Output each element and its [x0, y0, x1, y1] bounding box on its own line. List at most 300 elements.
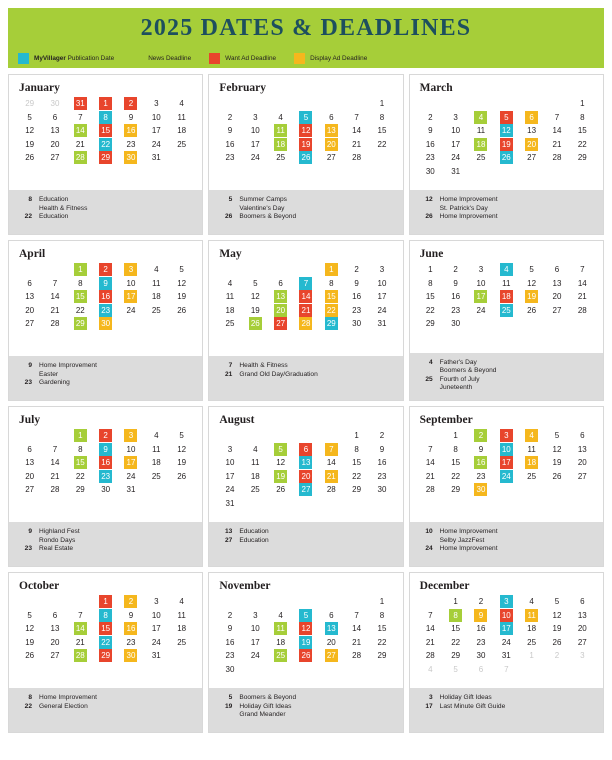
calendar-day-cell[interactable] — [118, 138, 143, 152]
calendar-day-cell[interactable] — [169, 304, 194, 318]
calendar-day-cell[interactable] — [544, 456, 569, 470]
calendar-day-cell[interactable] — [418, 622, 443, 636]
calendar-day-cell[interactable] — [443, 470, 468, 484]
calendar-day-cell[interactable] — [319, 470, 344, 484]
calendar-day-cell[interactable] — [118, 636, 143, 650]
calendar-day-cell[interactable] — [369, 609, 394, 623]
calendar-day-cell[interactable] — [243, 622, 268, 636]
calendar-day-cell[interactable] — [217, 304, 242, 318]
calendar-day-cell[interactable] — [144, 263, 169, 277]
calendar-day-cell[interactable] — [68, 649, 93, 663]
calendar-day-cell[interactable] — [494, 609, 519, 623]
calendar-day-cell[interactable] — [243, 456, 268, 470]
calendar-day-cell[interactable] — [17, 124, 42, 138]
calendar-day-cell[interactable] — [418, 443, 443, 457]
calendar-day-cell[interactable] — [319, 443, 344, 457]
calendar-day-cell[interactable] — [570, 456, 595, 470]
calendar-day-cell[interactable] — [319, 609, 344, 623]
calendar-day-cell[interactable] — [293, 483, 318, 497]
calendar-day-cell[interactable] — [268, 443, 293, 457]
calendar-day-cell[interactable] — [494, 456, 519, 470]
calendar-day-cell[interactable] — [68, 317, 93, 331]
calendar-day-cell[interactable] — [118, 609, 143, 623]
calendar-day-cell[interactable] — [544, 429, 569, 443]
calendar-day-cell[interactable] — [42, 456, 67, 470]
calendar-day-cell[interactable] — [144, 111, 169, 125]
calendar-day-cell[interactable] — [494, 290, 519, 304]
calendar-day-cell[interactable] — [93, 290, 118, 304]
calendar-day-cell[interactable] — [217, 317, 242, 331]
calendar-day-cell[interactable] — [369, 622, 394, 636]
calendar-day-cell[interactable] — [468, 595, 493, 609]
calendar-day-cell[interactable] — [319, 290, 344, 304]
calendar-day-cell[interactable] — [243, 124, 268, 138]
calendar-day-cell[interactable] — [293, 138, 318, 152]
calendar-day-cell[interactable] — [544, 304, 569, 318]
calendar-day-cell[interactable] — [519, 470, 544, 484]
calendar-day-cell[interactable] — [68, 290, 93, 304]
calendar-day-cell[interactable] — [268, 304, 293, 318]
calendar-day-cell[interactable] — [217, 124, 242, 138]
calendar-day-cell[interactable] — [494, 470, 519, 484]
calendar-day-cell[interactable] — [68, 138, 93, 152]
calendar-day-cell[interactable] — [319, 263, 344, 277]
calendar-day-cell[interactable] — [418, 483, 443, 497]
calendar-day-cell[interactable] — [319, 277, 344, 291]
calendar-day-cell[interactable] — [243, 151, 268, 165]
calendar-day-cell[interactable] — [570, 290, 595, 304]
calendar-day-cell[interactable] — [418, 151, 443, 165]
calendar-day-cell[interactable] — [293, 470, 318, 484]
calendar-day-cell[interactable] — [169, 290, 194, 304]
calendar-day-cell[interactable] — [93, 138, 118, 152]
calendar-day-cell[interactable] — [118, 277, 143, 291]
calendar-day-cell[interactable] — [344, 151, 369, 165]
calendar-day-cell[interactable] — [344, 277, 369, 291]
calendar-day-cell[interactable] — [144, 151, 169, 165]
calendar-day-cell[interactable] — [443, 595, 468, 609]
calendar-day-cell[interactable] — [494, 595, 519, 609]
calendar-day-cell[interactable] — [319, 636, 344, 650]
calendar-day-cell[interactable] — [268, 277, 293, 291]
calendar-day-cell[interactable] — [17, 609, 42, 623]
calendar-day-cell[interactable] — [293, 317, 318, 331]
calendar-day-cell[interactable] — [144, 649, 169, 663]
calendar-day-cell[interactable] — [169, 111, 194, 125]
calendar-day-cell[interactable] — [418, 609, 443, 623]
calendar-day-cell[interactable] — [319, 649, 344, 663]
calendar-day-cell[interactable] — [570, 263, 595, 277]
calendar-day-cell[interactable] — [144, 304, 169, 318]
calendar-day-cell[interactable] — [319, 124, 344, 138]
calendar-day-cell[interactable] — [217, 290, 242, 304]
calendar-day-cell[interactable] — [217, 443, 242, 457]
calendar-day-cell[interactable] — [570, 277, 595, 291]
calendar-day-cell[interactable] — [468, 151, 493, 165]
calendar-day-cell[interactable] — [144, 290, 169, 304]
calendar-day-cell[interactable] — [443, 609, 468, 623]
calendar-day-cell[interactable] — [443, 636, 468, 650]
calendar-day-cell[interactable] — [544, 609, 569, 623]
calendar-day-cell[interactable] — [570, 636, 595, 650]
calendar-day-cell[interactable] — [369, 636, 394, 650]
calendar-day-cell[interactable] — [217, 483, 242, 497]
calendar-day-cell[interactable] — [570, 97, 595, 111]
calendar-day-cell[interactable] — [544, 622, 569, 636]
calendar-day-cell[interactable] — [468, 456, 493, 470]
calendar-day-cell[interactable] — [468, 304, 493, 318]
calendar-day-cell[interactable] — [68, 97, 93, 111]
calendar-day-cell[interactable] — [93, 609, 118, 623]
calendar-day-cell[interactable] — [443, 456, 468, 470]
calendar-day-cell[interactable] — [519, 124, 544, 138]
calendar-day-cell[interactable] — [17, 97, 42, 111]
calendar-day-cell[interactable] — [570, 595, 595, 609]
calendar-day-cell[interactable] — [93, 151, 118, 165]
calendar-day-cell[interactable] — [344, 317, 369, 331]
calendar-day-cell[interactable] — [369, 277, 394, 291]
calendar-day-cell[interactable] — [42, 443, 67, 457]
calendar-day-cell[interactable] — [344, 111, 369, 125]
calendar-day-cell[interactable] — [468, 290, 493, 304]
calendar-day-cell[interactable] — [519, 263, 544, 277]
calendar-day-cell[interactable] — [344, 429, 369, 443]
calendar-day-cell[interactable] — [293, 622, 318, 636]
calendar-day-cell[interactable] — [293, 443, 318, 457]
calendar-day-cell[interactable] — [468, 263, 493, 277]
calendar-day-cell[interactable] — [468, 609, 493, 623]
calendar-day-cell[interactable] — [293, 151, 318, 165]
calendar-day-cell[interactable] — [68, 609, 93, 623]
calendar-day-cell[interactable] — [93, 97, 118, 111]
calendar-day-cell[interactable] — [519, 443, 544, 457]
calendar-day-cell[interactable] — [217, 636, 242, 650]
calendar-day-cell[interactable] — [319, 456, 344, 470]
calendar-day-cell[interactable] — [118, 595, 143, 609]
calendar-day-cell[interactable] — [118, 151, 143, 165]
calendar-day-cell[interactable] — [42, 290, 67, 304]
calendar-day-cell[interactable] — [544, 124, 569, 138]
calendar-day-cell[interactable] — [93, 124, 118, 138]
calendar-day-cell[interactable] — [268, 483, 293, 497]
calendar-day-cell[interactable] — [243, 304, 268, 318]
calendar-day-cell[interactable] — [293, 649, 318, 663]
calendar-day-cell[interactable] — [118, 429, 143, 443]
calendar-day-cell[interactable] — [217, 111, 242, 125]
calendar-day-cell[interactable] — [243, 470, 268, 484]
calendar-day-cell[interactable] — [468, 663, 493, 677]
calendar-day-cell[interactable] — [369, 429, 394, 443]
calendar-day-cell[interactable] — [570, 304, 595, 318]
calendar-day-cell[interactable] — [42, 483, 67, 497]
calendar-day-cell[interactable] — [570, 609, 595, 623]
calendar-day-cell[interactable] — [544, 470, 569, 484]
calendar-day-cell[interactable] — [519, 111, 544, 125]
calendar-day-cell[interactable] — [144, 97, 169, 111]
calendar-day-cell[interactable] — [268, 124, 293, 138]
calendar-day-cell[interactable] — [443, 649, 468, 663]
calendar-day-cell[interactable] — [118, 470, 143, 484]
calendar-day-cell[interactable] — [42, 622, 67, 636]
calendar-day-cell[interactable] — [17, 649, 42, 663]
calendar-day-cell[interactable] — [344, 483, 369, 497]
calendar-day-cell[interactable] — [17, 277, 42, 291]
calendar-day-cell[interactable] — [293, 111, 318, 125]
calendar-day-cell[interactable] — [519, 622, 544, 636]
calendar-day-cell[interactable] — [519, 277, 544, 291]
calendar-day-cell[interactable] — [369, 138, 394, 152]
calendar-day-cell[interactable] — [68, 124, 93, 138]
calendar-day-cell[interactable] — [468, 622, 493, 636]
calendar-day-cell[interactable] — [118, 456, 143, 470]
calendar-day-cell[interactable] — [418, 663, 443, 677]
calendar-day-cell[interactable] — [169, 97, 194, 111]
calendar-day-cell[interactable] — [93, 649, 118, 663]
calendar-day-cell[interactable] — [369, 290, 394, 304]
calendar-day-cell[interactable] — [544, 151, 569, 165]
calendar-day-cell[interactable] — [570, 649, 595, 663]
calendar-day-cell[interactable] — [418, 649, 443, 663]
calendar-day-cell[interactable] — [293, 290, 318, 304]
calendar-day-cell[interactable] — [418, 111, 443, 125]
calendar-day-cell[interactable] — [494, 304, 519, 318]
calendar-day-cell[interactable] — [544, 649, 569, 663]
calendar-day-cell[interactable] — [243, 483, 268, 497]
calendar-day-cell[interactable] — [443, 317, 468, 331]
calendar-day-cell[interactable] — [118, 649, 143, 663]
calendar-day-cell[interactable] — [68, 636, 93, 650]
calendar-day-cell[interactable] — [144, 124, 169, 138]
calendar-day-cell[interactable] — [144, 609, 169, 623]
calendar-day-cell[interactable] — [118, 124, 143, 138]
calendar-day-cell[interactable] — [468, 124, 493, 138]
calendar-day-cell[interactable] — [169, 138, 194, 152]
calendar-day-cell[interactable] — [217, 649, 242, 663]
calendar-day-cell[interactable] — [369, 649, 394, 663]
calendar-day-cell[interactable] — [418, 138, 443, 152]
calendar-day-cell[interactable] — [494, 663, 519, 677]
calendar-day-cell[interactable] — [268, 151, 293, 165]
calendar-day-cell[interactable] — [144, 429, 169, 443]
calendar-day-cell[interactable] — [68, 470, 93, 484]
calendar-day-cell[interactable] — [293, 304, 318, 318]
calendar-day-cell[interactable] — [42, 138, 67, 152]
calendar-day-cell[interactable] — [443, 111, 468, 125]
calendar-day-cell[interactable] — [268, 609, 293, 623]
calendar-day-cell[interactable] — [468, 636, 493, 650]
calendar-day-cell[interactable] — [418, 277, 443, 291]
calendar-day-cell[interactable] — [118, 111, 143, 125]
calendar-day-cell[interactable] — [519, 456, 544, 470]
calendar-day-cell[interactable] — [443, 138, 468, 152]
calendar-day-cell[interactable] — [519, 151, 544, 165]
calendar-day-cell[interactable] — [494, 263, 519, 277]
calendar-day-cell[interactable] — [570, 443, 595, 457]
calendar-day-cell[interactable] — [570, 470, 595, 484]
calendar-day-cell[interactable] — [519, 304, 544, 318]
calendar-day-cell[interactable] — [17, 636, 42, 650]
calendar-day-cell[interactable] — [418, 165, 443, 179]
calendar-day-cell[interactable] — [268, 138, 293, 152]
calendar-day-cell[interactable] — [243, 290, 268, 304]
calendar-day-cell[interactable] — [42, 609, 67, 623]
calendar-day-cell[interactable] — [443, 483, 468, 497]
calendar-day-cell[interactable] — [169, 609, 194, 623]
calendar-day-cell[interactable] — [570, 151, 595, 165]
calendar-day-cell[interactable] — [42, 97, 67, 111]
calendar-day-cell[interactable] — [344, 622, 369, 636]
calendar-day-cell[interactable] — [519, 595, 544, 609]
calendar-day-cell[interactable] — [494, 443, 519, 457]
calendar-day-cell[interactable] — [443, 304, 468, 318]
calendar-day-cell[interactable] — [217, 609, 242, 623]
calendar-day-cell[interactable] — [93, 111, 118, 125]
calendar-day-cell[interactable] — [17, 443, 42, 457]
calendar-day-cell[interactable] — [344, 456, 369, 470]
calendar-day-cell[interactable] — [418, 636, 443, 650]
calendar-day-cell[interactable] — [319, 151, 344, 165]
calendar-day-cell[interactable] — [344, 124, 369, 138]
calendar-day-cell[interactable] — [344, 636, 369, 650]
calendar-day-cell[interactable] — [68, 483, 93, 497]
calendar-day-cell[interactable] — [494, 429, 519, 443]
calendar-day-cell[interactable] — [68, 443, 93, 457]
calendar-day-cell[interactable] — [93, 277, 118, 291]
calendar-day-cell[interactable] — [217, 456, 242, 470]
calendar-day-cell[interactable] — [319, 111, 344, 125]
calendar-day-cell[interactable] — [443, 165, 468, 179]
calendar-day-cell[interactable] — [17, 151, 42, 165]
calendar-day-cell[interactable] — [42, 277, 67, 291]
calendar-day-cell[interactable] — [17, 456, 42, 470]
calendar-day-cell[interactable] — [468, 277, 493, 291]
calendar-day-cell[interactable] — [570, 429, 595, 443]
calendar-day-cell[interactable] — [369, 304, 394, 318]
calendar-day-cell[interactable] — [144, 277, 169, 291]
calendar-day-cell[interactable] — [519, 649, 544, 663]
calendar-day-cell[interactable] — [243, 111, 268, 125]
calendar-day-cell[interactable] — [319, 304, 344, 318]
calendar-day-cell[interactable] — [169, 470, 194, 484]
calendar-day-cell[interactable] — [418, 263, 443, 277]
calendar-day-cell[interactable] — [544, 636, 569, 650]
calendar-day-cell[interactable] — [468, 138, 493, 152]
calendar-day-cell[interactable] — [68, 304, 93, 318]
calendar-day-cell[interactable] — [468, 649, 493, 663]
calendar-day-cell[interactable] — [494, 636, 519, 650]
calendar-day-cell[interactable] — [443, 622, 468, 636]
calendar-day-cell[interactable] — [418, 456, 443, 470]
calendar-day-cell[interactable] — [68, 456, 93, 470]
calendar-day-cell[interactable] — [268, 456, 293, 470]
calendar-day-cell[interactable] — [42, 636, 67, 650]
calendar-day-cell[interactable] — [494, 138, 519, 152]
calendar-day-cell[interactable] — [519, 609, 544, 623]
calendar-day-cell[interactable] — [42, 124, 67, 138]
calendar-day-cell[interactable] — [17, 622, 42, 636]
calendar-day-cell[interactable] — [544, 595, 569, 609]
calendar-day-cell[interactable] — [443, 443, 468, 457]
calendar-day-cell[interactable] — [144, 456, 169, 470]
calendar-day-cell[interactable] — [369, 124, 394, 138]
calendar-day-cell[interactable] — [68, 111, 93, 125]
calendar-day-cell[interactable] — [468, 470, 493, 484]
calendar-day-cell[interactable] — [418, 304, 443, 318]
calendar-day-cell[interactable] — [570, 622, 595, 636]
calendar-day-cell[interactable] — [468, 429, 493, 443]
calendar-day-cell[interactable] — [468, 443, 493, 457]
calendar-day-cell[interactable] — [42, 317, 67, 331]
calendar-day-cell[interactable] — [443, 124, 468, 138]
calendar-day-cell[interactable] — [93, 443, 118, 457]
calendar-day-cell[interactable] — [17, 304, 42, 318]
calendar-day-cell[interactable] — [494, 622, 519, 636]
calendar-day-cell[interactable] — [268, 317, 293, 331]
calendar-day-cell[interactable] — [68, 429, 93, 443]
calendar-day-cell[interactable] — [468, 111, 493, 125]
calendar-day-cell[interactable] — [319, 138, 344, 152]
calendar-day-cell[interactable] — [169, 124, 194, 138]
calendar-day-cell[interactable] — [217, 151, 242, 165]
calendar-day-cell[interactable] — [344, 290, 369, 304]
calendar-day-cell[interactable] — [544, 263, 569, 277]
calendar-day-cell[interactable] — [344, 443, 369, 457]
calendar-day-cell[interactable] — [369, 111, 394, 125]
calendar-day-cell[interactable] — [93, 483, 118, 497]
calendar-day-cell[interactable] — [17, 111, 42, 125]
calendar-day-cell[interactable] — [268, 470, 293, 484]
calendar-day-cell[interactable] — [217, 663, 242, 677]
calendar-day-cell[interactable] — [494, 111, 519, 125]
calendar-day-cell[interactable] — [418, 124, 443, 138]
calendar-day-cell[interactable] — [268, 636, 293, 650]
calendar-day-cell[interactable] — [93, 304, 118, 318]
calendar-day-cell[interactable] — [118, 483, 143, 497]
calendar-day-cell[interactable] — [570, 124, 595, 138]
calendar-day-cell[interactable] — [570, 111, 595, 125]
calendar-day-cell[interactable] — [268, 622, 293, 636]
calendar-day-cell[interactable] — [494, 649, 519, 663]
calendar-day-cell[interactable] — [494, 124, 519, 138]
calendar-day-cell[interactable] — [544, 111, 569, 125]
calendar-day-cell[interactable] — [443, 277, 468, 291]
calendar-day-cell[interactable] — [344, 609, 369, 623]
calendar-day-cell[interactable] — [570, 138, 595, 152]
calendar-day-cell[interactable] — [344, 649, 369, 663]
calendar-day-cell[interactable] — [243, 443, 268, 457]
calendar-day-cell[interactable] — [169, 636, 194, 650]
calendar-day-cell[interactable] — [243, 138, 268, 152]
calendar-day-cell[interactable] — [443, 290, 468, 304]
calendar-day-cell[interactable] — [118, 97, 143, 111]
calendar-day-cell[interactable] — [217, 622, 242, 636]
calendar-day-cell[interactable] — [369, 317, 394, 331]
calendar-day-cell[interactable] — [369, 483, 394, 497]
calendar-day-cell[interactable] — [144, 443, 169, 457]
calendar-day-cell[interactable] — [519, 636, 544, 650]
calendar-day-cell[interactable] — [118, 263, 143, 277]
calendar-day-cell[interactable] — [144, 138, 169, 152]
calendar-day-cell[interactable] — [344, 304, 369, 318]
calendar-day-cell[interactable] — [319, 483, 344, 497]
calendar-day-cell[interactable] — [217, 470, 242, 484]
calendar-day-cell[interactable] — [68, 263, 93, 277]
calendar-day-cell[interactable] — [443, 663, 468, 677]
calendar-day-cell[interactable] — [369, 97, 394, 111]
calendar-day-cell[interactable] — [42, 111, 67, 125]
calendar-day-cell[interactable] — [544, 443, 569, 457]
calendar-day-cell[interactable] — [93, 263, 118, 277]
